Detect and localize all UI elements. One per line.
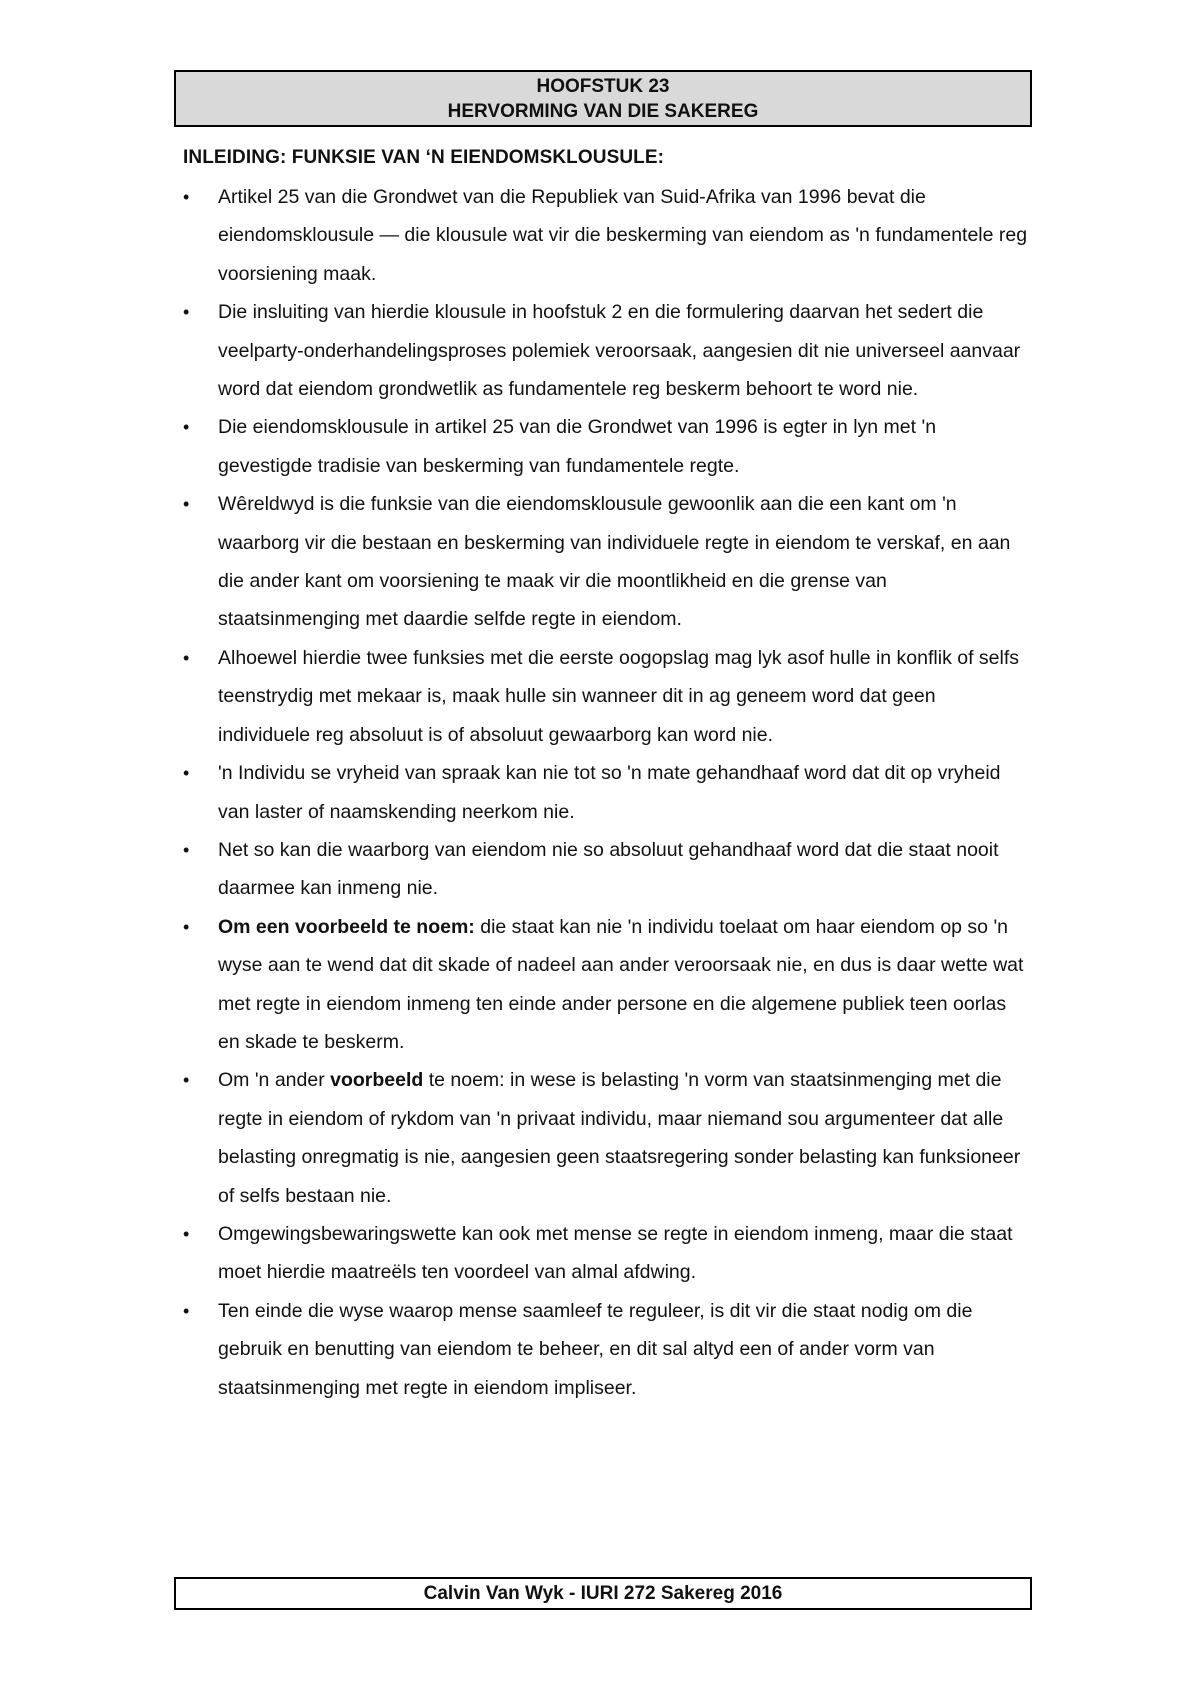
bullet-text: Die insluiting van hierdie klousule in hoofstuk 2 en die formulering daarvan het sedert die veelparty-onderhandelingsproses polemiek veroorsaak, aangesien dit nie universeel aanvaar word dat eiendom grondwetlik as fundamentele reg beskerm behoort te word nie. bbox=[218, 301, 1021, 401]
bullet-dot-icon: • bbox=[183, 417, 190, 438]
bullet-text: Ten einde die wyse waarop mense saamleef te reguleer, is dit vir die staat nodig om die gebruik en benutting van eiendom te beheer, en dit sal altyd een of ander vorm van staatsinmenging met regte in eiendom impliseer. bbox=[218, 1299, 973, 1399]
bullet-item bbox=[183, 639, 1033, 754]
chapter-number: HOOFSTUK 23 bbox=[536, 76, 670, 97]
bullet-text-bold: voorbeeld bbox=[330, 1069, 424, 1092]
bullet-item bbox=[183, 908, 1033, 1062]
bullet-text: Artikel 25 van die Grondwet van die Republiek van Suid-Afrika van 1996 bevat die eiendomsklousule — die klousule wat vir die beskerming van eiendom as 'n fundamentele reg voorsiening maak. bbox=[218, 186, 1028, 285]
bullet-item bbox=[183, 1061, 1033, 1215]
bullet-text: Net so kan die waarborg van eiendom nie so absoluut gehandhaaf word dat die staat nooit daarmee kan inmeng nie. bbox=[218, 838, 999, 900]
bullet-item bbox=[183, 754, 1033, 831]
footer-box bbox=[174, 1577, 1032, 1610]
bullet-item bbox=[183, 485, 1033, 639]
bullet-dot-icon: • bbox=[183, 647, 190, 668]
bullet-text: te noem: in wese is belasting 'n vorm van staatsinmenging met die regte in eiendom of rykdom van 'n privaat individu, maar niemand sou argumenteer dat alle belasting onregmatig is nie, aangesien geen staatsregering sonder belasting kan funksioneer of selfs bestaan nie. bbox=[218, 1069, 1021, 1207]
bullet-item bbox=[183, 1215, 1033, 1292]
section-heading: INLEIDING: FUNKSIE VAN ‘N EIENDOMSKLOUSULE: bbox=[183, 147, 665, 168]
bullet-dot-icon: • bbox=[183, 494, 190, 515]
bullet-item bbox=[183, 1292, 1033, 1407]
bullet-dot-icon: • bbox=[183, 839, 190, 860]
bullet-dot-icon: • bbox=[183, 1223, 190, 1244]
bullet-item bbox=[183, 293, 1033, 408]
bullet-text-bold: Om een voorbeeld te noem: bbox=[218, 915, 475, 938]
bullet-dot-icon: • bbox=[183, 1300, 190, 1321]
bullet-dot-icon: • bbox=[183, 187, 190, 207]
chapter-header-box bbox=[174, 70, 1032, 127]
bullet-list bbox=[183, 178, 1033, 1407]
bullet-dot-icon: • bbox=[183, 302, 190, 323]
bullet-text: 'n Individu se vryheid van spraak kan nie tot so 'n mate gehandhaaf word dat dit op vryheid van laster of naamskending neerkom nie. bbox=[218, 762, 1001, 823]
bullet-text: Die eiendomsklousule in artikel 25 van die Grondwet van 1996 is egter in lyn met 'n gevestigde tradisie van beskerming van fundamentele regte. bbox=[218, 416, 937, 477]
chapter-title: HERVORMING VAN DIE SAKEREG bbox=[447, 101, 759, 122]
bullet-text: Alhoewel hierdie twee funksies met die eerste oogopslag mag lyk asof hulle in konflik of selfs teenstrydig met mekaar is, maak hulle sin wanneer dit in ag geneem word dat geen individuele reg absoluut is of absoluut gewaarborg kan word nie. bbox=[218, 646, 1020, 746]
bullet-item bbox=[183, 178, 1033, 293]
bullet-item bbox=[183, 408, 1033, 485]
bullet-text: Omgewingsbewaringswette kan ook met mense se regte in eiendom inmeng, maar die staat moet hierdie maatreëls ten voordeel van almal afdwing. bbox=[218, 1222, 1013, 1284]
bullet-text: die staat kan nie 'n individu toelaat om haar eiendom op so 'n wyse aan te wend dat dit skade of nadeel aan ander veroorsaak nie, en dus is daar wette wat met regte in eiendom inmeng ten einde ander persone en die algemene publiek teen oorlas en skade te beskerm. bbox=[218, 915, 1024, 1053]
bullet-dot-icon: • bbox=[183, 763, 190, 784]
bullet-text-pre: Om 'n ander bbox=[218, 1069, 331, 1092]
bullet-dot-icon: • bbox=[183, 916, 190, 937]
bullet-text: Wêreldwyd is die funksie van die eiendomsklousule gewoonlik aan die een kant om 'n waarborg vir die bestaan en beskerming van individuele regte in eiendom te verskaf, en aan die ander kant om voorsiening te maak vir die moontlikheid en die grense van staatsinmenging met daardie selfde regte in eiendom. bbox=[218, 493, 1011, 631]
bullet-dot-icon: • bbox=[183, 1070, 190, 1091]
footer-text: Calvin Van Wyk - IURI 272 Sakereg 2016 bbox=[423, 1583, 783, 1604]
bullet-item bbox=[183, 831, 1033, 908]
